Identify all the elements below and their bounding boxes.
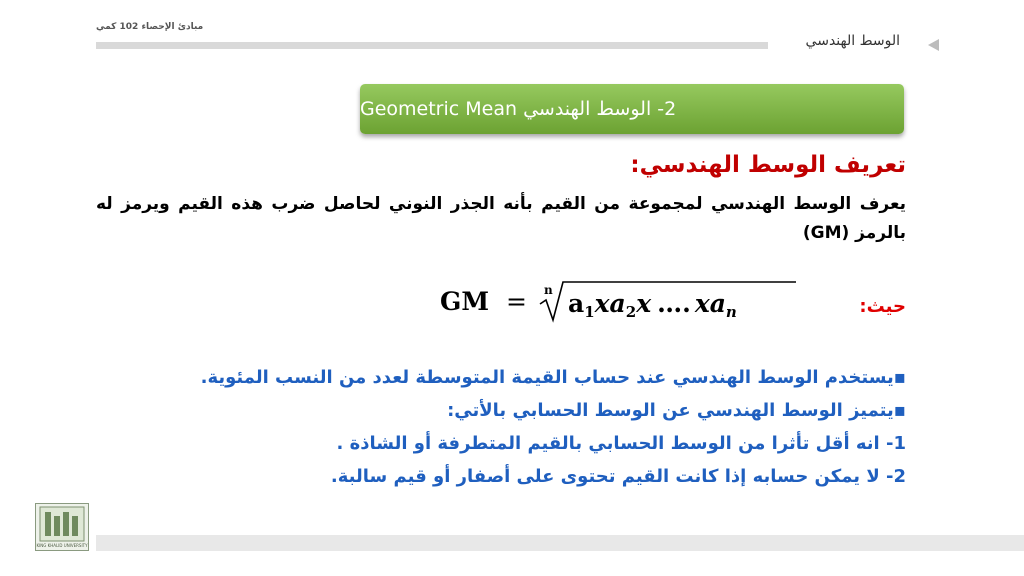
definition-heading: تعريف الوسط الهندسي: [630, 152, 906, 178]
logo-text: KING KHALID UNIVERSITY [36, 543, 88, 548]
x1: x [594, 289, 610, 318]
x2: x [636, 289, 652, 318]
note-line-4: 2- لا يمكن حسابه إذا كانت القيم تحتوى على أصفار أو قيم سالبة. [330, 466, 906, 487]
note-line-1: ▪يستخدم الوسط الهندسي عند حساب القيمة المتوسطة لعدد من النسب المئوية. [200, 367, 906, 388]
note-line-3: 1- انه أقل تأثرا من الوسط الحسابي بالقيم المتطرفة أو الشاذة . [336, 433, 906, 454]
slide-title-box [360, 84, 904, 134]
back-arrow-icon[interactable] [928, 39, 939, 51]
radicand [568, 289, 737, 321]
where-label: حيث: [859, 296, 906, 317]
a1-base: a [568, 289, 585, 318]
course-label: مبادئ الإحصاء 102 كمي [96, 22, 204, 32]
header-divider [96, 42, 768, 49]
section-title: الوسط الهندسي [805, 33, 900, 49]
xn: x [694, 289, 710, 318]
university-logo [35, 503, 89, 551]
formula-equals: = [506, 287, 527, 316]
a2-base: a [609, 289, 626, 318]
an-sub: n [725, 303, 737, 321]
definition-text: يعرف الوسط الهندسي لمجموعة من القيم بأنه الجذر النوني لحاصل ضرب هذه القيم ويرمز له بالرمز (GM) [96, 194, 906, 243]
root-index: n [544, 283, 553, 297]
a1-sub: 1 [584, 303, 595, 321]
an-base: a [709, 289, 726, 318]
logo-emblem-icon [36, 504, 88, 550]
a2-sub: 2 [625, 303, 637, 321]
formula-svg [440, 276, 800, 324]
slide-title: 2- الوسط الهندسي Geometric Mean [360, 98, 677, 120]
footer-bar [96, 535, 1024, 551]
formula-lhs: GM [440, 287, 490, 316]
geometric-mean-formula [440, 276, 800, 324]
note-line-2: ▪يتميز الوسط الهندسي عن الوسط الحسابي بالأتي: [447, 400, 906, 421]
ellipsis: …. [657, 289, 691, 318]
